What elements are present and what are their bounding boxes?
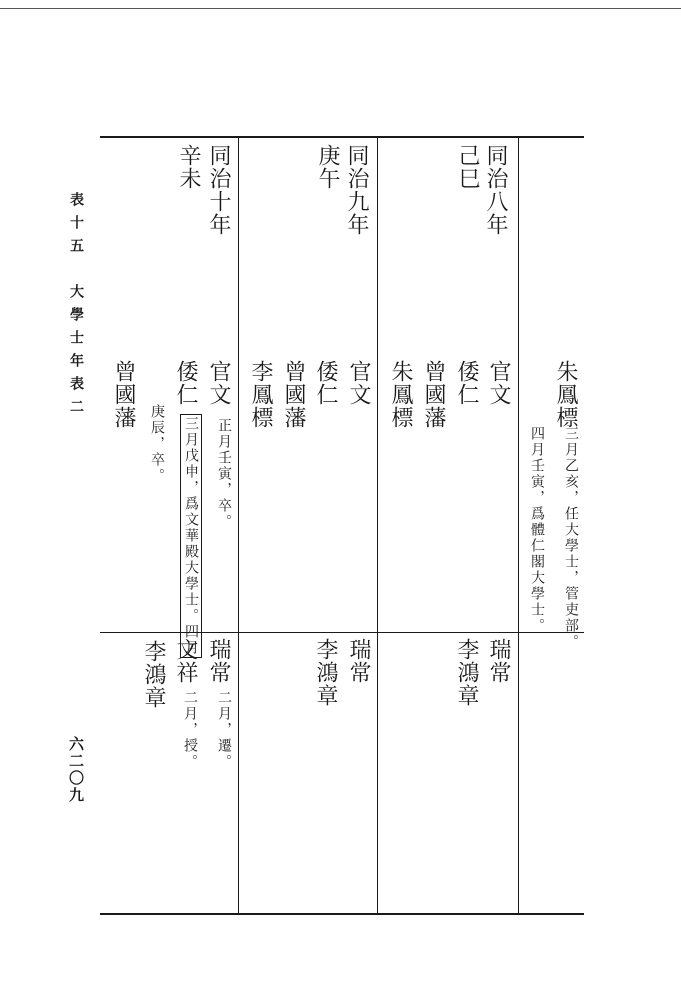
year-label: 同治八年 [483,144,508,236]
grand-secretary-name: 李鳳標 [248,360,273,429]
grand-secretary-note: 三月乙亥，任大學士，管吏部。 [563,426,579,650]
assistant-secretary-name: 李鴻章 [313,638,338,707]
ganzhi-label: 己巳 [455,144,480,190]
grand-secretary-name: 倭仁 [313,360,338,406]
grand-secretary-name: 官文 [206,360,231,406]
grand-secretary-note: 四月壬寅，爲體仁閣大學士。 [529,426,545,634]
ganzhi-label: 辛未 [176,144,201,190]
ganzhi-label: 庚午 [315,144,340,190]
grand-secretary-name: 朱鳳標 [388,360,413,429]
assistant-secretary-note: 二月，授。 [182,690,198,770]
assistant-secretary-name: 瑞常 [206,638,231,684]
grand-secretary-name: 曾國藩 [111,360,136,429]
assistant-secretary-name: 李鴻章 [141,640,166,709]
assistant-secretary-note: 二月，遷。 [216,690,232,770]
grand-secretary-note: 正月壬寅，卒。 [216,418,232,530]
row-divider-2 [377,137,378,913]
table-bottom-rule [100,913,584,915]
side-title: 表十五 大學士年表二 [68,192,84,422]
page-number: 六二〇九 [67,736,85,804]
assistant-secretary-name: 瑞常 [346,638,371,684]
row-divider-1 [518,137,519,913]
grand-secretary-name: 官文 [486,360,511,406]
row-divider-3 [238,137,239,913]
scan-top-edge [0,8,681,9]
grand-secretary-name: 朱鳳標 [553,360,578,429]
grand-secretary-name: 倭仁 [454,360,479,406]
year-label: 同治十年 [206,144,231,236]
grand-secretary-name: 官文 [346,360,371,406]
year-label: 同治九年 [344,144,369,236]
assistant-secretary-name: 文祥 [173,638,198,684]
grand-secretary-note: 庚辰，卒。 [149,404,165,484]
grand-secretary-name: 曾國藩 [421,360,446,429]
table-top-rule [100,136,584,138]
grand-secretary-note-boxed: 三月戊申，爲文華殿大學士。四月 [180,414,202,658]
grand-secretary-name: 曾國藩 [281,360,306,429]
assistant-secretary-name: 瑞常 [486,638,511,684]
assistant-secretary-name: 李鴻章 [454,638,479,707]
grand-secretary-name: 倭仁 [173,360,198,406]
section-divider [100,632,584,633]
